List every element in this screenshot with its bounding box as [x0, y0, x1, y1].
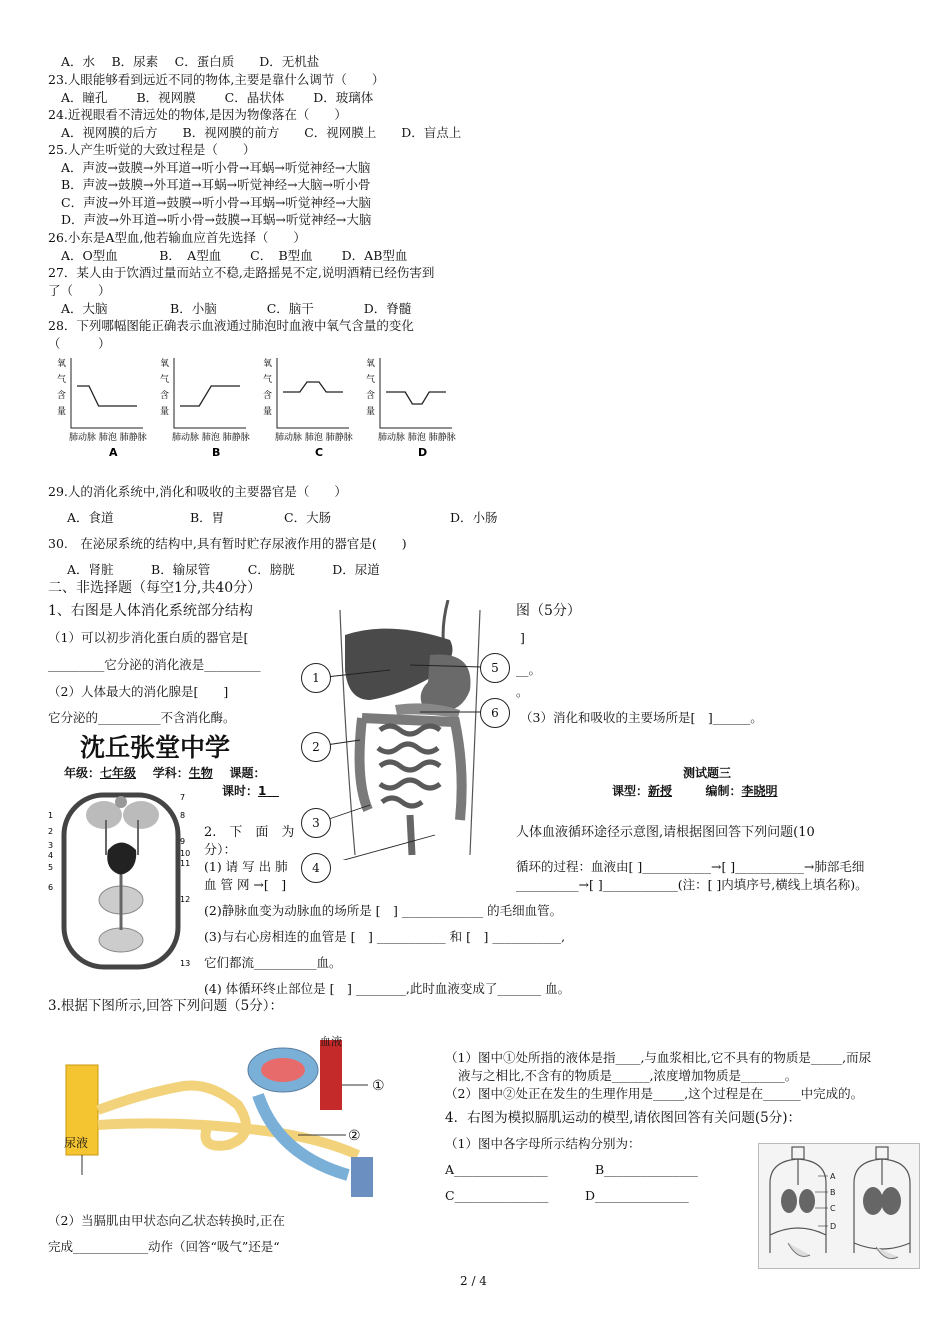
- q28-axis: [174, 358, 246, 428]
- model-letter-a: A: [830, 1172, 836, 1181]
- q28-axis: [71, 358, 143, 428]
- p1-s3: （3）消化和吸收的主要场所是[ ]______。: [520, 710, 763, 725]
- q28-ylabel-char: 气: [263, 375, 273, 385]
- p2-intro-b: 分）：: [204, 843, 237, 858]
- p3-s2: （2）图中②处正在发生的生理作用是_____,这个过程是在______中完成的。: [445, 1086, 864, 1101]
- q28-xlabels: 肺动脉 肺泡 肺静脉: [69, 433, 147, 443]
- p1-s1a: （1）可以初步消化蛋白质的器官是[: [48, 630, 249, 645]
- circulation-number: 9: [180, 837, 186, 846]
- q28-xlabels: 肺动脉 肺泡 肺静脉: [172, 433, 250, 443]
- q28-curve: [180, 386, 240, 406]
- q28-graph-letter: B: [212, 446, 221, 459]
- q28-xlabels: 肺动脉 肺泡 肺静脉: [275, 433, 353, 443]
- page-number: 2 / 4: [460, 1274, 487, 1288]
- p4-b: B_______________: [595, 1162, 698, 1177]
- q28-axis: [380, 358, 452, 428]
- q28-ylabel-char: 含: [160, 391, 170, 401]
- q28-ylabel-char: 量: [57, 407, 67, 417]
- q28-ylabel-char: 量: [366, 407, 376, 417]
- p2-s1d: __________→[ ]____________(注：[ ]内填序号,横线上填名称)。: [516, 877, 868, 892]
- q30-stem: 30. 在泌尿系统的结构中,具有暂时贮存尿液作用的器官是( ): [48, 536, 407, 551]
- q28-curve: [283, 382, 343, 392]
- nephron-figure: [58, 1025, 403, 1205]
- q28-graph-group: [57, 357, 456, 459]
- p3-title: 3.根据下图所示,回答下列问题（5分）：: [48, 998, 284, 1014]
- digestive-system-figure: [300, 600, 515, 860]
- q28-curve: [386, 392, 446, 404]
- q27-options: A．大脑 B．小脑 C．脑干 D．脊髓: [61, 301, 412, 316]
- p2-s4: (4) 体循环终止部位是 [ ] ________,此时血液变成了_______ 血。: [204, 981, 571, 996]
- q29-stem: 29.人的消化系统中,消化和吸收的主要器官是（ ）: [48, 484, 347, 499]
- editor-value: 李晓明: [741, 784, 778, 798]
- circulation-number: 4: [48, 851, 54, 860]
- p4-s1: （1）图中各字母所示结构分别为：: [445, 1136, 641, 1151]
- hours-label: 课时：: [222, 784, 259, 798]
- subject-value: 生物: [188, 766, 213, 780]
- q23-stem: 23.人眼能够看到远近不同的物体,主要是靠什么调节（ ）: [48, 72, 385, 87]
- q26-options: A．O型血 B． A型血 C． B型血 D．AB型血: [61, 248, 408, 263]
- circulation-number: 5: [48, 863, 54, 872]
- q29-option-a: A．食道: [67, 510, 114, 525]
- p4-s2b: 完成____________动作（回答“吸气”还是“: [48, 1239, 280, 1254]
- p1-s1c: _________它分泌的消化液是_________: [48, 657, 261, 672]
- p1-s2a: （2）人体最大的消化腺是[ ]: [48, 684, 229, 699]
- label-urine: 尿液: [64, 1136, 89, 1150]
- p2-s1c: 循环的过程：血液由[ ]___________→[ ]___________→肺部毛细: [516, 859, 865, 874]
- circulation-number: 6: [48, 883, 54, 892]
- q28-graph-letter: C: [315, 446, 324, 459]
- q28-ylabel-char: 氧: [57, 359, 67, 369]
- p4-c: C_______________: [445, 1188, 549, 1203]
- q28-ylabel-char: 氧: [366, 359, 376, 369]
- hours-value: 1: [258, 784, 267, 798]
- label-blood: 血液: [320, 1035, 342, 1048]
- p4-title: 4．右图为模拟膈肌运动的模型,请依图回答有关问题(5分)：: [445, 1110, 802, 1126]
- school-name: 沈丘张堂中学: [80, 733, 231, 762]
- q28-xlabels: 肺动脉 肺泡 肺静脉: [378, 433, 456, 443]
- circulation-number: 8: [180, 811, 186, 820]
- q29-option-b: B．胃: [190, 510, 225, 525]
- q28-ylabel-char: 量: [160, 407, 170, 417]
- q29-option-d: D．小肠: [450, 510, 498, 525]
- p2-s3b: 它们都流__________血。: [204, 955, 342, 970]
- label-2: ②: [348, 1128, 361, 1144]
- q28-ylabel-char: 含: [366, 391, 376, 401]
- circulation-number: 13: [180, 959, 191, 968]
- topic-label: 课题：: [229, 766, 266, 780]
- q28-ylabel-char: 氧: [160, 359, 170, 369]
- header-line-2: [222, 782, 279, 799]
- q28-graph-b: [160, 357, 250, 459]
- q28-graphs: [55, 352, 475, 460]
- p4-s2a: （2）当膈肌由甲状态向乙状态转换时,正在: [48, 1213, 285, 1228]
- q28-curve: [77, 386, 137, 406]
- p2-s3: (3)与右心房相连的血管是 [ ] ___________ 和 [ ] ___________,: [204, 929, 566, 944]
- q28-ylabel-char: 气: [57, 375, 67, 385]
- q25-stem: 25.人产生听觉的大致过程是（ ）: [48, 142, 256, 157]
- p1-title: 1、右图是人体消化系统部分结构: [48, 603, 253, 619]
- digestive-label-1: 1: [301, 663, 331, 693]
- digestive-label-4: 4: [301, 853, 331, 883]
- q28-ylabel-char: 含: [263, 391, 273, 401]
- p3-s1b: 液与之相比,不含有的物质是______,浓度增加物质是_______。: [458, 1068, 798, 1083]
- q27-stem-cont: 了（ ）: [48, 283, 111, 298]
- circulation-number: 12: [180, 895, 191, 904]
- q25-option-b: B．声波→鼓膜→外耳道→耳蜗→听觉神经→大脑→听小骨: [61, 177, 371, 192]
- q25-option-d: D．声波→外耳道→听小骨→鼓膜→耳蜗→听觉神经→大脑: [61, 212, 372, 227]
- p4-a: A_______________: [445, 1162, 548, 1177]
- blood-circulation-figure: [46, 790, 196, 970]
- p2-s1b: 血 管 网 →[ ]: [204, 877, 287, 892]
- p2-intro-a: 2. 下 面 为: [204, 825, 295, 840]
- subject-label: 学科：: [152, 766, 189, 780]
- q28-graph-a: [57, 357, 147, 459]
- editor-label: 编制：: [705, 784, 742, 798]
- q28-stem-cont: （ ）: [48, 336, 111, 351]
- p2-intro-right: 人体血液循环途径示意图,请根据图回答下列问题(10: [516, 825, 815, 840]
- type-value: 新授: [648, 784, 673, 798]
- p1-s1b: ]: [520, 630, 525, 645]
- q28-ylabel-char: 气: [366, 375, 376, 385]
- section2-title: 二、非选择题（每空1分,共40分）: [48, 580, 262, 596]
- circulation-number: 7: [180, 793, 186, 802]
- q23-options: A．瞳孔 B．视网膜 C．晶状体 D．玻璃体: [61, 90, 374, 105]
- circulation-number: 2: [48, 827, 54, 836]
- p2-s2: (2)静脉血变为动脉血的场所是 [ ] _____________ 的毛细血管。: [204, 903, 563, 918]
- p1-title-end: 图（5分）: [516, 603, 581, 619]
- circulation-number: 3: [48, 841, 54, 850]
- model-letter-d: D: [830, 1222, 837, 1231]
- q24-options: A．视网膜的后方 B．视网膜的前方 C．视网膜上 D．盲点上: [61, 125, 462, 140]
- q26-stem: 26.小东是A型血,他若输血应首先选择（ ）: [48, 230, 306, 245]
- test-title: 测试题三: [683, 766, 732, 780]
- digestive-label-3: 3: [301, 808, 331, 838]
- p3-s1a: （1）图中①处所指的液体是指____,与血浆相比,它不具有的物质是_____,而尿: [445, 1050, 872, 1065]
- q28-graph-d: [366, 357, 456, 459]
- q25-option-c: C．声波→外耳道→鼓膜→听小骨→耳蜗→听觉神经→大脑: [61, 195, 371, 210]
- model-letter-c: C: [830, 1204, 836, 1213]
- q28-graph-c: [263, 357, 353, 459]
- type-label: 课型：: [612, 784, 649, 798]
- q24-stem: 24.近视眼看不清远处的物体,是因为物像落在（ ）: [48, 107, 347, 122]
- circulation-number: 11: [180, 859, 191, 868]
- q28-ylabel-char: 量: [263, 407, 273, 417]
- model-letter-b: B: [830, 1188, 836, 1197]
- q30-options: A．肾脏 B．输尿管 C．膀胱 D．尿道: [67, 562, 380, 577]
- q25-option-a: A．声波→鼓膜→外耳道→听小骨→耳蜗→听觉神经→大脑: [61, 160, 371, 175]
- circulation-number: 10: [180, 849, 191, 858]
- p4-d: D_______________: [585, 1188, 689, 1203]
- digestive-label-6: 6: [480, 698, 510, 728]
- p1-s2b: 。: [516, 684, 529, 699]
- header-line-3: [612, 782, 777, 799]
- q22-options: A．水 B．尿素 C．蛋白质 D．无机盐: [61, 54, 320, 69]
- label-1: ①: [372, 1078, 385, 1094]
- q28-ylabel-char: 气: [160, 375, 170, 385]
- circulation-number: 1: [48, 811, 54, 820]
- p1-s1d: __。: [516, 662, 542, 677]
- digestive-label-5: 5: [480, 653, 510, 683]
- digestive-label-2: 2: [301, 732, 331, 762]
- q28-ylabel-char: 含: [57, 391, 67, 401]
- q28-stem: 28．下列哪幅图能正确表示血液通过肺泡时血液中氧气含量的变化: [48, 318, 414, 333]
- grade-label: 年级：: [64, 766, 101, 780]
- grade-value: 七年级: [100, 766, 137, 780]
- header-line-1: [64, 764, 266, 781]
- q27-stem: 27．某人由于饮酒过量而站立不稳,走路摇晃不定,说明酒精已经伤害到: [48, 265, 435, 280]
- diaphragm-model-figure: [758, 1143, 920, 1269]
- q29-option-c: C．大肠: [284, 510, 332, 525]
- q28-ylabel-char: 氧: [263, 359, 273, 369]
- q28-graph-letter: D: [418, 446, 428, 459]
- q28-axis: [277, 358, 349, 428]
- q28-graph-letter: A: [109, 446, 118, 459]
- p1-s2c: 它分泌的__________不含消化酶。: [48, 710, 236, 725]
- p2-s1a: (1) 请 写 出 肺: [204, 859, 288, 874]
